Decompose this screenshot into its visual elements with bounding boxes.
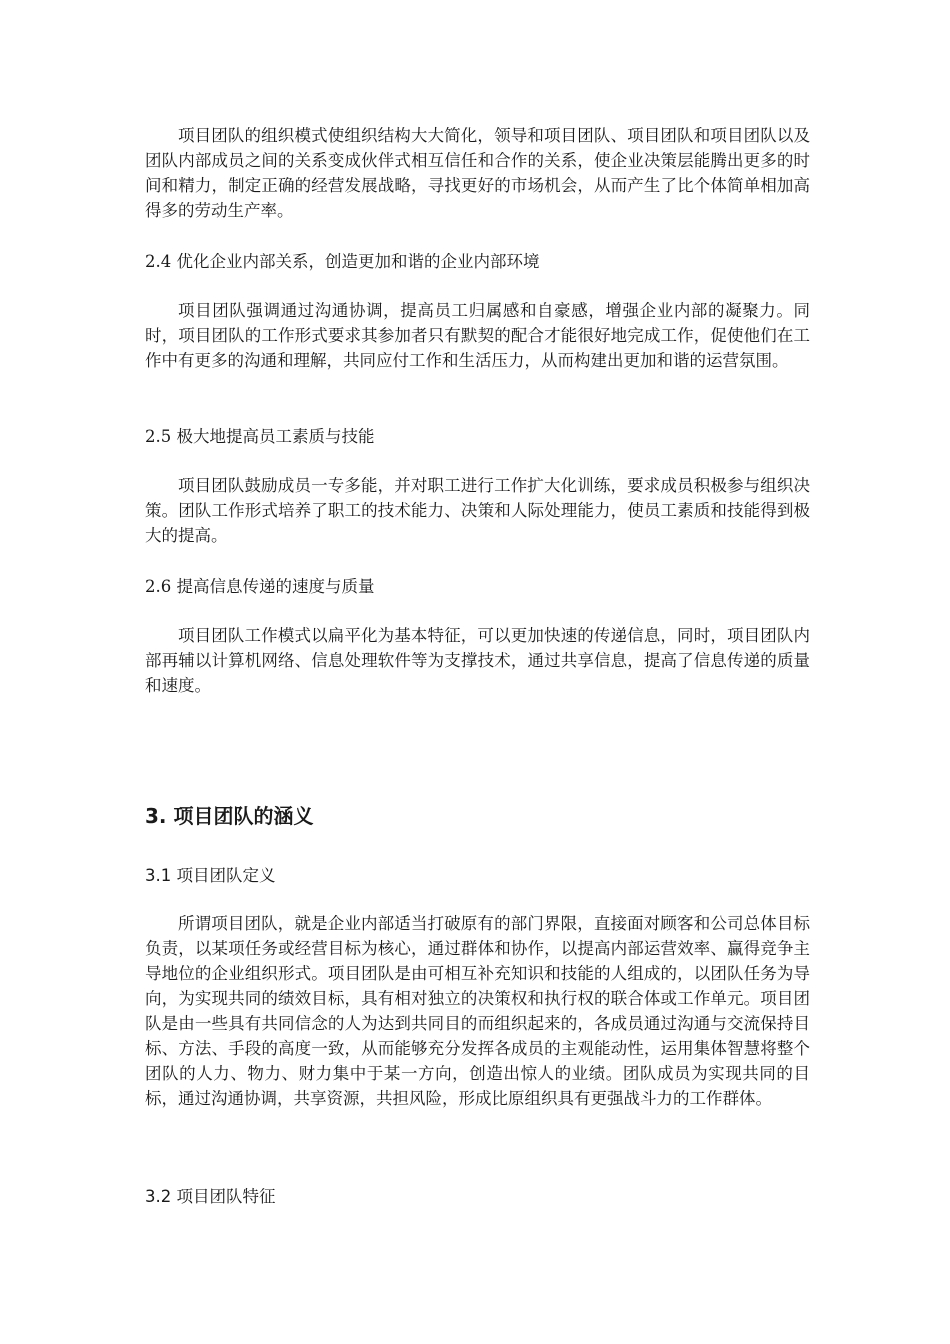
section-3-number: 3. xyxy=(145,804,167,828)
paragraph-team-structure: 项目团队的组织模式使组织结构大大简化，领导和项目团队、项目团队和项目团队以及团队内部成员之间的关系变成伙伴式相互信任和合作的关系，使企业决策层能腾出更多的时间和精力，制定正确的经营发展战略，寻找更好的市场机会，从而产生了比个体简单相加高得多的劳动生产率。 xyxy=(145,126,810,220)
section-3-text: 项目团队的涵义 xyxy=(173,804,314,828)
heading-2-5 xyxy=(145,424,375,449)
heading-2-6-number: 2.6 xyxy=(145,577,172,596)
heading-2-4-text: 优化企业内部关系，创造更加和谐的企业内部环境 xyxy=(176,252,540,271)
heading-3-1-number: 3.1 xyxy=(145,866,172,885)
heading-3-2 xyxy=(145,1184,276,1209)
heading-2-5-number: 2.5 xyxy=(145,427,172,446)
heading-3-1 xyxy=(145,863,276,888)
heading-2-5-text: 极大地提高员工素质与技能 xyxy=(176,427,375,446)
paragraph-staff-quality: 项目团队鼓励成员一专多能，并对职工进行工作扩大化训练，要求成员积极参与组织决策。团队工作形式培养了职工的技术能力、决策和人际处理能力，使员工素质和技能得到极大的提高。 xyxy=(145,476,810,545)
heading-2-4 xyxy=(145,249,540,274)
heading-3-2-text: 项目团队特征 xyxy=(176,1187,276,1206)
section-3-title xyxy=(145,802,313,830)
paragraph-information-transfer: 项目团队工作模式以扁平化为基本特征，可以更加快速的传递信息，同时，项目团队内部再辅以计算机网络、信息处理软件等为支撑技术，通过共享信息，提高了信息传递的质量和速度。 xyxy=(145,626,810,695)
paragraph-internal-relations: 项目团队强调通过沟通协调，提高员工归属感和自豪感，增强企业内部的凝聚力。同时，项目团队的工作形式要求其参加者只有默契的配合才能很好地完成工作，促使他们在工作中有更多的沟通和理解，共同应付工作和生活压力，从而构建出更加和谐的运营氛围。 xyxy=(145,301,810,370)
heading-3-1-text: 项目团队定义 xyxy=(176,866,276,885)
paragraph-team-definition: 所谓项目团队，就是企业内部适当打破原有的部门界限，直接面对顾客和公司总体目标负责，以某项任务或经营目标为核心，通过群体和协作，以提高内部运营效率、赢得竞争主导地位的企业组织形式。项目团队是由可相互补充知识和技能的人组成的，以团队任务为导向，为实现共同的绩效目标，具有相对独立的决策权和执行权的联合体或工作单元。项目团队是由一些具有共同信念的人为达到共同目的而组织起来的，各成员通过沟通与交流保持目标、方法、手段的高度一致，从而能够充分发挥各成员的主观能动性，运用集体智慧将整个团队的人力、物力、财力集中于某一方向，创造出惊人的业绩。团队成员为实现共同的目标，通过沟通协调，共享资源，共担风险，形成比原组织具有更强战斗力的工作群体。 xyxy=(145,914,810,1108)
heading-2-4-number: 2.4 xyxy=(145,252,172,271)
heading-3-2-number: 3.2 xyxy=(145,1187,172,1206)
heading-2-6 xyxy=(145,574,375,599)
heading-2-6-text: 提高信息传递的速度与质量 xyxy=(176,577,375,596)
